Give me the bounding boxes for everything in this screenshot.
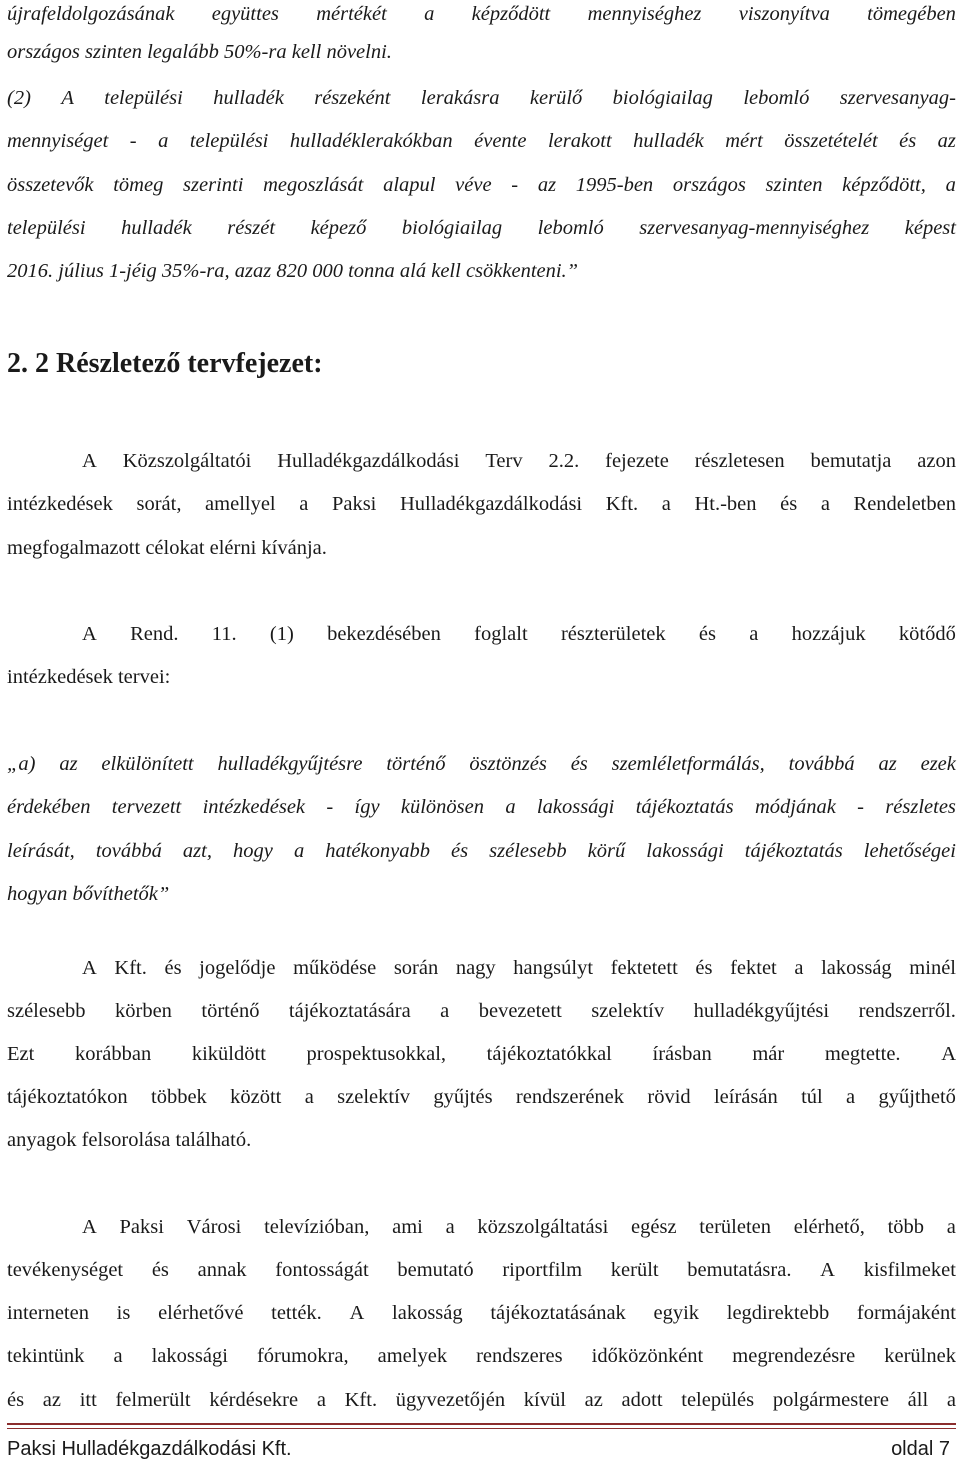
text-line: 2016. július 1-jéig 35%-ra, azaz 820 000 tonna alá kell csökkenteni.” bbox=[7, 260, 579, 282]
text-line: szélesebb körben történő tájékoztatására a bevezetett szelektív hulladékgyűjtési rendszerről. bbox=[7, 1000, 956, 1022]
text-line: Ezt korábban kiküldött prospektusokkal, tájékoztatókkal írásban már megtette. A bbox=[7, 1043, 956, 1065]
text-line: és az itt felmerült kérdésekre a Kft. ügyvezetőjén kívül az adott település polgármestere áll a bbox=[7, 1389, 956, 1411]
text-line: megfogalmazott célokat elérni kívánja. bbox=[7, 537, 327, 559]
text-line: tekintünk a lakossági fórumokra, amelyek rendszeres időközönként megrendezésre kerülnek bbox=[7, 1345, 956, 1367]
page-number: oldal 7 bbox=[891, 1438, 950, 1460]
text-line: leírását, továbbá azt, hogy a hatékonyabb és szélesebb körű lakossági tájékoztatás lehetőségei bbox=[7, 840, 956, 862]
text-line: (2) A települési hulladék részeként lerakásra kerülő biológiailag lebomló szervesanyag- bbox=[7, 87, 956, 109]
text-line: A Közszolgáltatói Hulladékgazdálkodási Terv 2.2. fejezete részletesen bemutatja azon bbox=[82, 450, 956, 472]
text-line: „a) az elkülönített hulladékgyűjtésre történő ösztönzés és szemléletformálás, továbbá az ezek bbox=[7, 753, 956, 775]
footer-divider-thin bbox=[7, 1428, 956, 1429]
text-line: összetevők tömeg szerinti megoszlását alapul véve - az 1995-ben országos szinten képződött, a bbox=[7, 174, 956, 196]
text-line: tájékoztatókon többek között a szelektív gyűjtés rendszerének rövid leírásán túl a gyűjthető bbox=[7, 1086, 956, 1108]
text-line: újrafeldolgozásának együttes mértékét a képződött mennyiséghez viszonyítva tömegében bbox=[7, 3, 956, 25]
text-line: települési hulladék részét képező biológiailag lebomló szervesanyag-mennyiséghez képest bbox=[7, 217, 956, 239]
text-line: mennyiséget - a települési hulladéklerakókban évente lerakott hulladék mért összetételét és az bbox=[7, 130, 956, 152]
text-line: intézkedések sorát, amellyel a Paksi Hulladékgazdálkodási Kft. a Ht.-ben és a Rendeletben bbox=[7, 493, 956, 515]
text-line: interneten is elérhetővé tették. A lakosság tájékoztatásának egyik legdirektebb formájaként bbox=[7, 1302, 956, 1324]
text-line: intézkedések tervei: bbox=[7, 666, 171, 688]
text-line: hogyan bővíthetők” bbox=[7, 883, 170, 905]
text-line: érdekében tervezett intézkedések - így különösen a lakossági tájékoztatás módjának - részletes bbox=[7, 796, 956, 818]
footer-divider bbox=[7, 1423, 956, 1425]
text-line: anyagok felsorolása található. bbox=[7, 1129, 252, 1151]
text-line: A Rend. 11. (1) bekezdésében foglalt részterületek és a hozzájuk kötődő bbox=[82, 623, 956, 645]
section-heading: 2. 2 Részletező tervfejezet: bbox=[7, 348, 323, 379]
text-line: A Paksi Városi televízióban, ami a közszolgáltatási egész területen elérhető, több a bbox=[82, 1216, 956, 1238]
footer-company: Paksi Hulladékgazdálkodási Kft. bbox=[7, 1438, 292, 1460]
text-line: országos szinten legalább 50%-ra kell növelni. bbox=[7, 41, 392, 63]
text-line: A Kft. és jogelődje működése során nagy hangsúlyt fektetett és fektet a lakosság minél bbox=[82, 957, 956, 979]
text-line: tevékenységet és annak fontosságát bemutató riportfilm került bemutatásra. A kisfilmeket bbox=[7, 1259, 956, 1281]
